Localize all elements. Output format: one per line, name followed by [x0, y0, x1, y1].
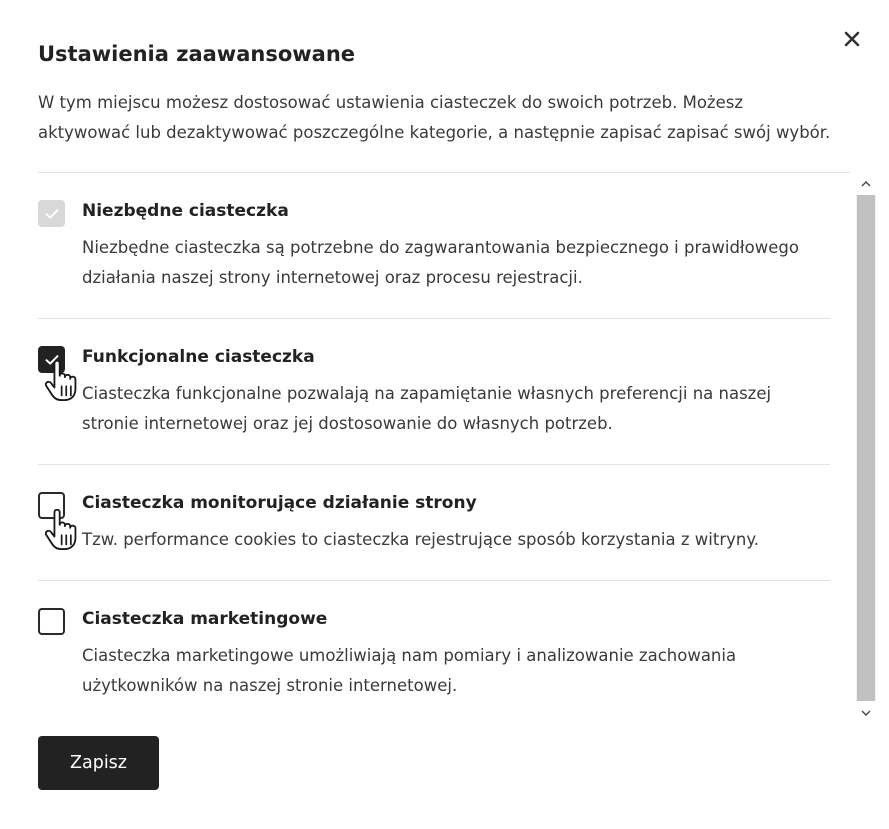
category-description: Tzw. performance cookies to ciasteczka rejestrujące sposób korzystania z witryny.: [82, 530, 759, 549]
necessary-checkbox: [38, 200, 65, 227]
marketing-checkbox[interactable]: [38, 608, 65, 635]
scroll-thumb[interactable]: [857, 195, 875, 701]
performance-checkbox[interactable]: [38, 492, 65, 519]
chevron-up-icon: [861, 180, 871, 187]
save-button[interactable]: Zapisz: [38, 736, 159, 790]
check-icon: [45, 354, 59, 366]
category-title: Funkcjonalne ciasteczka: [82, 347, 315, 367]
scroll-up-button[interactable]: [856, 173, 876, 193]
category-functional: [38, 319, 830, 465]
scrollbar[interactable]: [856, 173, 876, 723]
category-description: Ciasteczka funkcjonalne pozwalają na zapamiętanie własnych preferencji na naszej stronie internetowej oraz jej dostosowanie do własnych potrzeb.: [82, 384, 772, 433]
category-necessary: [38, 173, 830, 319]
category-marketing: [38, 581, 830, 723]
close-button[interactable]: [838, 25, 866, 53]
check-icon: [45, 208, 59, 220]
category-title: Ciasteczka monitorujące działanie strony: [82, 493, 477, 513]
categories-list[interactable]: [38, 173, 830, 723]
category-title: Niezbędne ciasteczka: [82, 201, 289, 221]
functional-checkbox[interactable]: [38, 346, 65, 373]
category-title: Ciasteczka marketingowe: [82, 609, 328, 629]
dialog-title: Ustawienia zaawansowane: [38, 42, 356, 66]
category-performance: [38, 465, 830, 581]
dialog-intro: W tym miejscu możesz dostosować ustawienia ciasteczek do swoich potrzeb. Możesz aktywować lub dezaktywować poszczególne kategorie, a następnie zapisać zapisać swój wybór.: [38, 93, 831, 142]
chevron-down-icon: [861, 710, 871, 717]
scroll-down-button[interactable]: [856, 703, 876, 723]
category-description: Niezbędne ciasteczka są potrzebne do zagwarantowania bezpiecznego i prawidłowego działania naszej strony internetowej oraz procesu rejestracji.: [82, 238, 799, 287]
close-icon: [844, 31, 860, 47]
category-description: Ciasteczka marketingowe umożliwiają nam pomiary i analizowanie zachowania użytkowników na naszej stronie internetowej.: [82, 646, 737, 695]
